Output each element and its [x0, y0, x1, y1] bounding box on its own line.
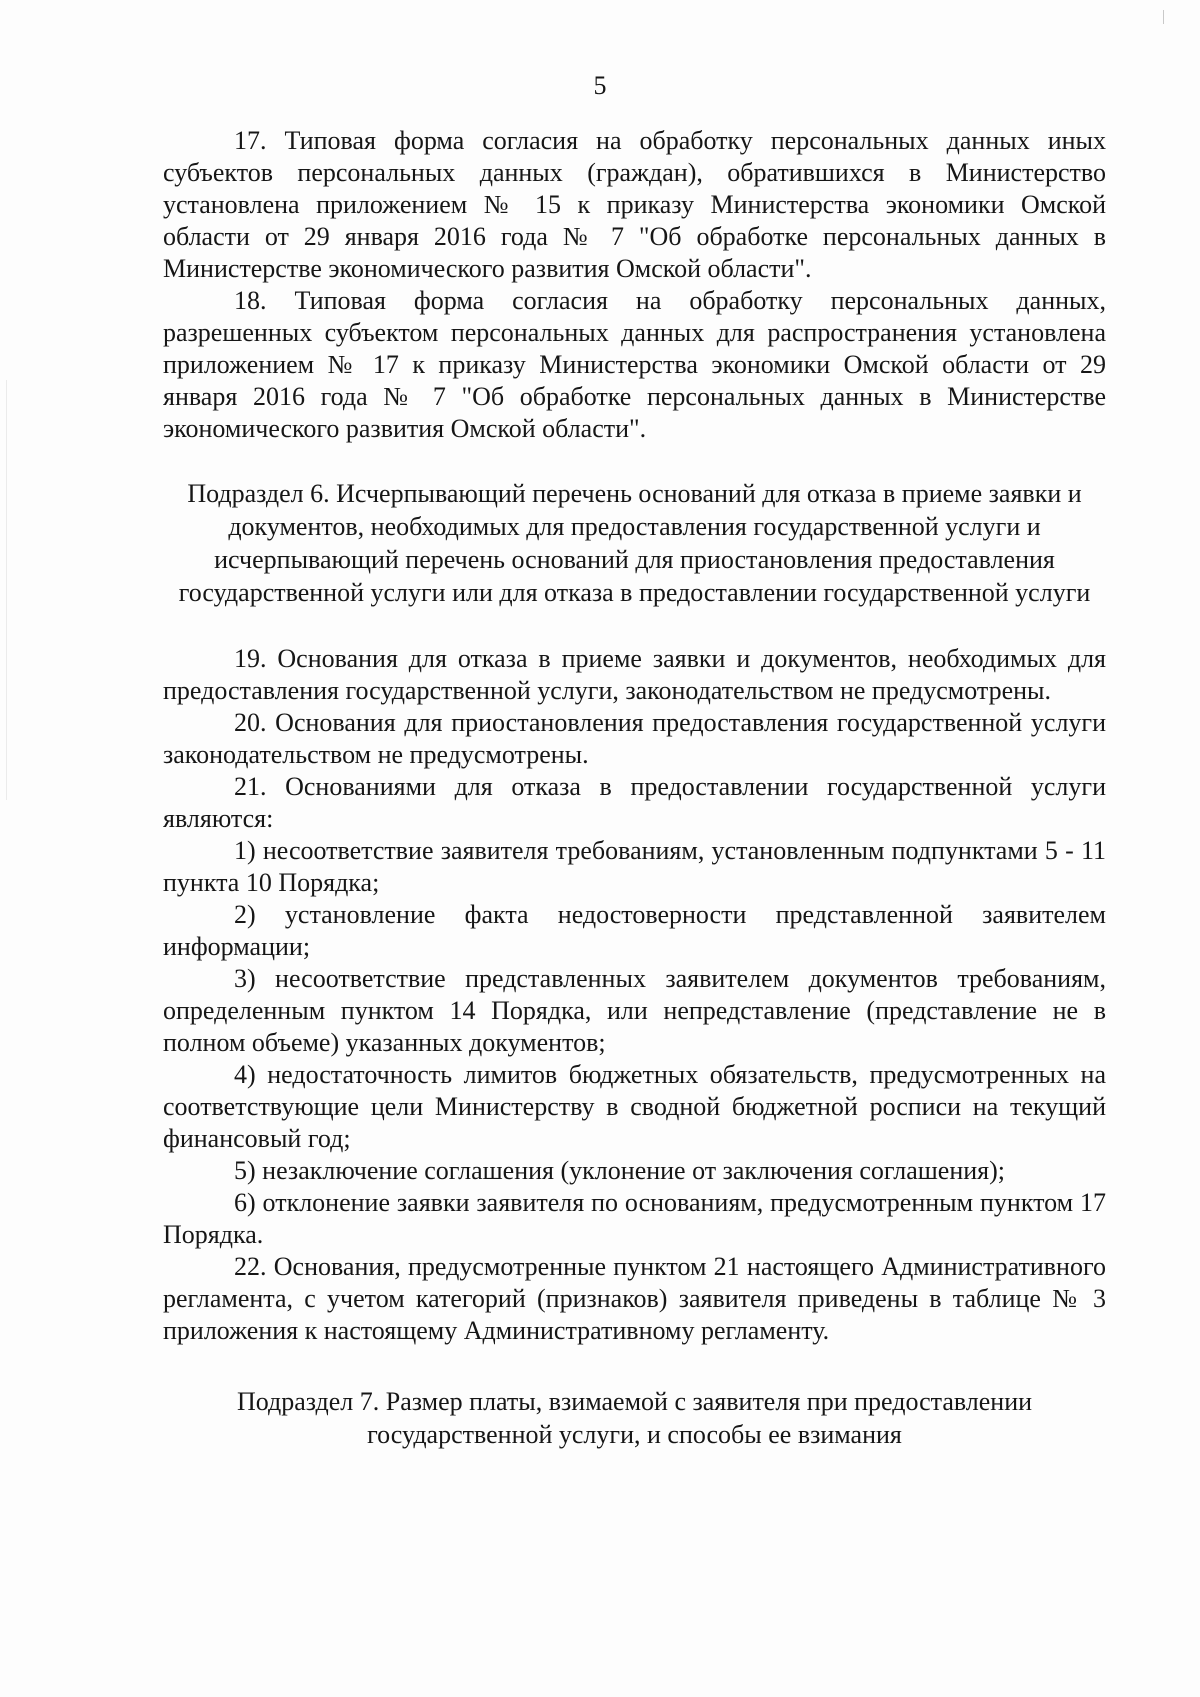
list-item: 5) незаключение соглашения (уклонение от заключения соглашения);	[234, 1156, 1005, 1185]
paragraph-20: 20. Основания для приостановления предоставления государственной услуги законодательством не предусмотрены.	[163, 708, 1106, 769]
paragraph-22: 22. Основания, предусмотренные пунктом 21 настоящего Административного регламента, с учетом категорий (признаков) заявителя приведены в таблице № 3 приложения к настоящему Административному регламенту.	[163, 1252, 1106, 1345]
subsection-6-heading: Подраздел 6. Исчерпывающий перечень оснований для отказа в приеме заявки и документов, необходимых для предоставления государственной услуги и исчерпывающий перечень оснований для приостановления предоставления государственной услуги или для отказа в предоставлении государственной услуги	[178, 479, 1091, 607]
scan-margin-mark	[6, 380, 7, 800]
subsection-7-heading: Подраздел 7. Размер платы, взимаемой с заявителя при предоставлении государственной услуги, и способы ее взимания	[236, 1387, 1033, 1449]
list-item: 4) недостаточность лимитов бюджетных обязательств, предусмотренных на соответствующие цели Министерству в сводной бюджетной росписи на текущий финансовый год;	[163, 1060, 1106, 1153]
document-body	[163, 125, 1106, 1485]
paragraph-18: 18. Типовая форма согласия на обработку персональных данных, разрешенных субъектом персональных данных для распространения установлена приложением № 17 к приказу Министерства экономики Омской области от 29 января 2016 года № 7 "Об обработке персональных данных в Министерстве экономического развития Омской области".	[163, 286, 1106, 443]
list-item: 1) несоответствие заявителя требованиям, установленным подпунктами 5 - 11 пункта 10 Порядка;	[163, 836, 1106, 897]
paragraph-21: 21. Основаниями для отказа в предоставлении государственной услуги являются:	[163, 772, 1106, 833]
list-item: 6) отклонение заявки заявителя по основаниям, предусмотренным пунктом 17 Порядка.	[163, 1188, 1106, 1249]
list-item: 2) установление факта недостоверности представленной заявителем информации;	[163, 900, 1106, 961]
paragraph-19: 19. Основания для отказа в приеме заявки и документов, необходимых для предоставления государственной услуги, законодательством не предусмотрены.	[163, 644, 1106, 705]
refusal-grounds-list	[163, 835, 1106, 1251]
page-number: 5	[593, 71, 607, 100]
paragraph-17: 17. Типовая форма согласия на обработку персональных данных иных субъектов персональных данных (граждан), обратившихся в Министерство установлена приложением № 15 к приказу Министерства экономики Омской области от 29 января 2016 года № 7 "Об обработке персональных данных в Министерстве экономического развития Омской области".	[163, 126, 1106, 283]
list-item: 3) несоответствие представленных заявителем документов требованиям, определенным пунктом 14 Порядка, или непредставление (представление не в полном объеме) указанных документов;	[163, 964, 1106, 1057]
scan-edge-mark	[1163, 10, 1164, 24]
